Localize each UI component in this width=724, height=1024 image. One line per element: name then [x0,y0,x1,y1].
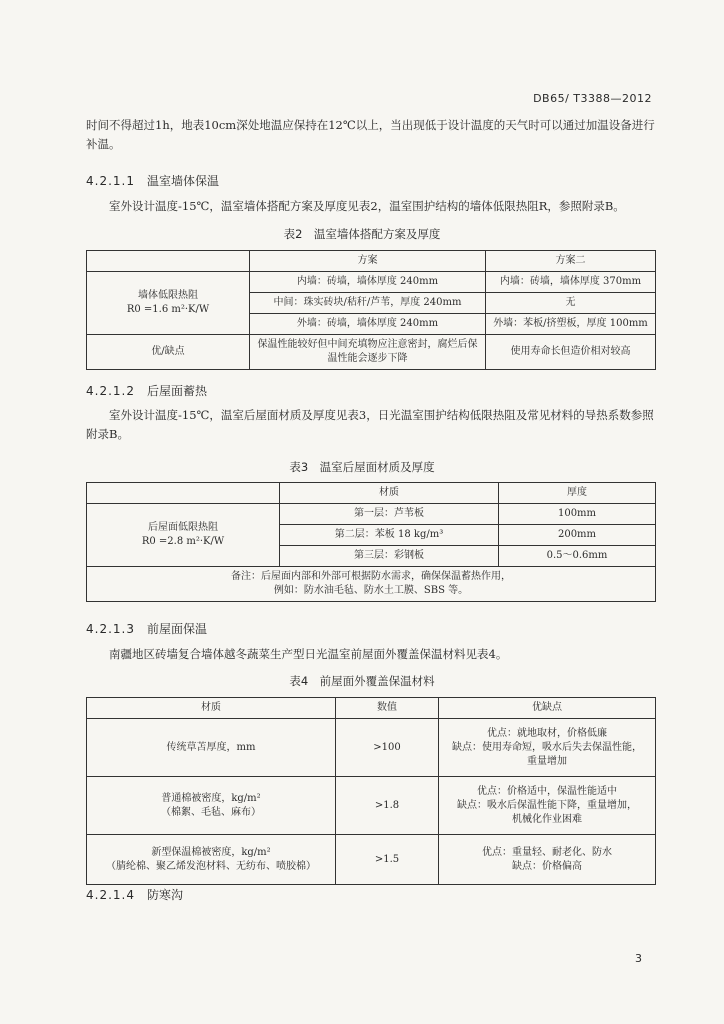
section-heading-4-2-1-3 [86,620,207,637]
section-paragraph: 南疆地区砖墙复合墙体越冬蔬菜生产型日光温室前屋面外覆盖保温材料见表4。 [109,647,508,661]
section-number: 4.2.1.2 [86,384,135,398]
table-cell: >1.8 [336,777,439,835]
section-heading-4-2-1-2 [86,382,207,399]
table-cell: >1.5 [336,835,439,885]
table-cell: 使用寿命长但造价相对较高 [486,335,656,370]
section-heading-4-2-1-4 [86,886,183,903]
intro-paragraph: 时间不得超过1h，地表10cm深处地温应保持在12℃以上，当出现低于设计温度的天气时可以通过加温设备进行补温。 [86,118,655,151]
table-header-cell: 方案二 [486,251,656,272]
table-cell: 保温性能较好但中间充填物应注意密封，腐烂后保温性能会逐步下降 [250,335,486,370]
table-cell: 100mm [499,504,656,525]
table-cell: 0.5～0.6mm [499,546,656,567]
table2-caption: 表2 温室墙体搭配方案及厚度 [283,227,441,241]
table-header-row [87,483,656,504]
table-cell: 外墙：砖墙，墙体厚度 240mm [250,314,486,335]
table-cell: 外墙：苯板/挤塑板，厚度 100mm [486,314,656,335]
table-header-cell: 厚度 [499,483,656,504]
section-title: 防寒沟 [146,888,183,902]
table-cell: 内墙：砖墙，墙体厚度 370mm [486,272,656,293]
row-label-cell: 优/缺点 [87,335,250,370]
table-header-cell [87,483,280,504]
table-header-cell: 材质 [280,483,499,504]
section-number: 4.2.1.1 [86,174,135,188]
table-cell: 内墙：砖墙，墙体厚度 240mm [250,272,486,293]
table-header-cell [87,251,250,272]
section-heading-4-2-1-1 [86,172,219,189]
section-number: 4.2.1.4 [86,888,135,902]
table-row [87,335,656,370]
table-cell: 优点：价格适中，保温性能适中 缺点：吸水后保温性能下降，重量增加， 机械化作业困难 [439,777,656,835]
section-paragraph: 室外设计温度-15℃，温室墙体搭配方案及厚度见表2，温室围护结构的墙体低限热阻R，参照附录B。 [109,199,625,213]
table-cell: 第二层：苯板 18 kg/m³ [280,525,499,546]
table-cell: 优点：就地取材，价格低廉 缺点：使用寿命短，吸水后失去保温性能， 重量增加 [439,719,656,777]
table-header-cell: 优缺点 [439,698,656,719]
table-row [87,504,656,525]
table-row [87,835,656,885]
table-cell: 中间：珠实砖块/秸秆/芦苇，厚度 240mm [250,293,486,314]
table-cell: 第三层：彩钢板 [280,546,499,567]
table-row [87,719,656,777]
table2 [86,250,656,370]
section-title: 温室墙体保温 [146,174,219,188]
row-label-cell: 后屋面低限热阻 R0 =2.8 m²·K/W [87,504,280,567]
table-cell: 优点：重量轻、耐老化、防水 缺点：价格偏高 [439,835,656,885]
table-cell: >100 [336,719,439,777]
section-title: 前屋面保温 [146,622,207,636]
table3 [86,482,656,602]
table-header-row [87,698,656,719]
table-cell: 无 [486,293,656,314]
section-number: 4.2.1.3 [86,622,135,636]
table-cell: 新型保温棉被密度，kg/m² （腈纶棉、聚乙烯发泡材料、无纺布、喷胶棉） [87,835,336,885]
table-cell: 第一层：芦苇板 [280,504,499,525]
standard-code: DB65/ T3388—2012 [533,92,652,105]
table-row [87,567,656,602]
table-header-cell: 材质 [87,698,336,719]
table-cell: 传统草苫厚度，mm [87,719,336,777]
section-paragraph: 室外设计温度-15℃，温室后屋面材质及厚度见表3，日光温室围护结构低限热阻及常见材料的导热系数参照附录B。 [86,408,654,441]
table-row [87,272,656,293]
table3-caption: 表3 温室后屋面材质及厚度 [289,460,435,474]
row-label-cell: 墙体低限热阻 R0 =1.6 m²·K/W [87,272,250,335]
table-cell: 200mm [499,525,656,546]
section-title: 后屋面蓄热 [146,384,207,398]
table4 [86,697,656,885]
page-number: 3 [635,952,642,965]
table-cell: 普通棉被密度，kg/m² （棉絮、毛毡、麻布） [87,777,336,835]
table-header-cell: 方案 [250,251,486,272]
table4-caption: 表4 前屋面外覆盖保温材料 [289,674,435,688]
table-header-row [87,251,656,272]
table-note-cell: 备注：后屋面内部和外部可根据防水需求，确保保温蓄热作用， 例如：防水油毛毡、防水土工膜、SBS 等。 [87,567,656,602]
table-header-cell: 数值 [336,698,439,719]
table-row [87,777,656,835]
